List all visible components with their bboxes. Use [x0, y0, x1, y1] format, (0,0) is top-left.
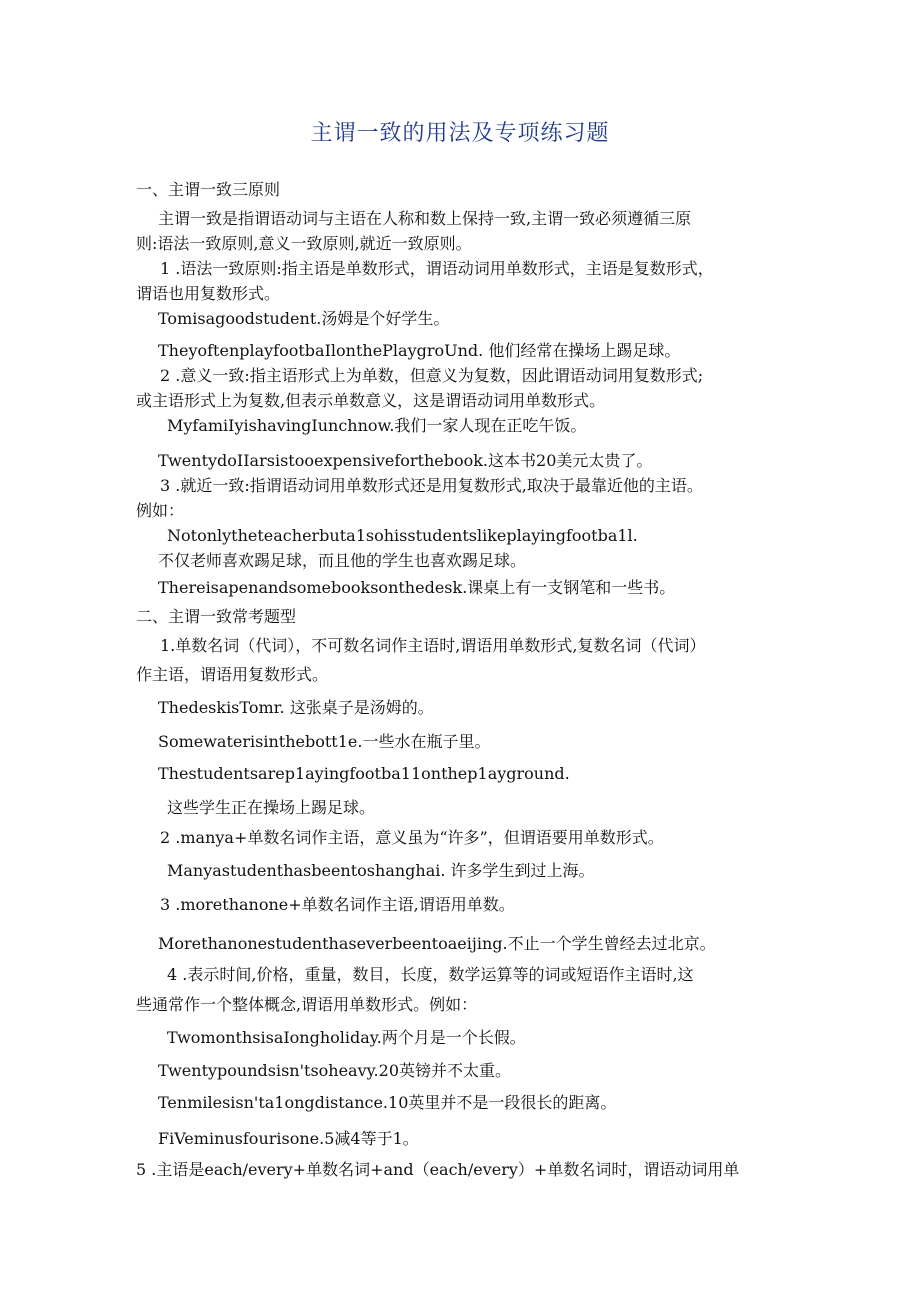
- example-line: Notonlytheteacherbuta1sohisstudentslikeplayingfootba1l.: [167, 526, 638, 545]
- rule-line: 5 .主语是each/every+单数名词+and（each/every）+单数名词时，谓语动词用单: [136, 1160, 740, 1179]
- example-line: Somewaterisinthebott1e.一些水在瓶子里。: [158, 732, 491, 751]
- section-heading-2: 二、主谓一致常考题型: [136, 607, 297, 626]
- example-line: TwentydoIIarsistooexpensiveforthebook.这本书20美元太贵了。: [158, 451, 653, 470]
- rule-line: 4 .表示时间,价格，重量，数目，长度，数学运算等的词或短语作主语时,这: [167, 965, 694, 984]
- rule-line: 3 .就近一致:指谓语动词用单数形式还是用复数形式,取决于最靠近他的主语。: [160, 476, 703, 495]
- example-line: Thereisapenandsomebooksonthedesk.课桌上有一支钢笔和一些书。: [158, 578, 676, 597]
- example-translation: 不仅老师喜欢踢足球，而且他的学生也喜欢踢足球。: [158, 551, 527, 570]
- example-line: Twentypoundsisn'tsoheavy.20英镑并不太重。: [158, 1061, 511, 1080]
- rule-line: 1 .语法一致原则:指主语是单数形式，谓语动词用单数形式，主语是复数形式，: [160, 259, 714, 278]
- example-line: Thestudentsarep1ayingfootba11onthep1ayground.: [158, 764, 570, 783]
- section-heading-1: 一、主谓一致三原则: [136, 180, 281, 199]
- example-translation: 这些学生正在操场上踢足球。: [167, 798, 376, 817]
- example-line: Tomisagoodstudent.汤姆是个好学生。: [158, 309, 450, 328]
- example-line: TheyoftenplayfootbaIlonthePlaygroUnd. 他们经常在操场上踢足球。: [158, 341, 681, 360]
- rule-line: 例如：: [136, 501, 185, 520]
- rule-line: 1.单数名词（代词），不可数名词作主语时,谓语用单数形式,复数名词（代词）: [160, 636, 706, 655]
- rule-line: 些通常作一个整体概念,谓语用单数形式。例如：: [136, 995, 478, 1014]
- paragraph-line: 则:语法一致原则,意义一致原则,就近一致原则。: [136, 234, 472, 253]
- example-line: ThedeskisTomr. 这张桌子是汤姆的。: [158, 698, 434, 717]
- rule-line: 或主语形式上为复数,但表示单数意义，这是谓语动词用单数形式。: [136, 391, 606, 410]
- example-line: FiVeminusfourisone.5减4等于1。: [158, 1129, 419, 1148]
- example-line: Morethanonestudenthaseverbeentoaeijing.不止一个学生曾经去过北京。: [158, 934, 716, 953]
- example-line: Tenmilesisn'ta1ongdistance.10英里并不是一段很长的距离。: [158, 1093, 617, 1112]
- paragraph-line: 主谓一致是指谓语动词与主语在人称和数上保持一致,主谓一致必须遵循三原: [158, 209, 692, 228]
- rule-line: 谓语也用复数形式。: [136, 284, 281, 303]
- example-line: TwomonthsisaIongholiday.两个月是一个长假。: [167, 1028, 526, 1047]
- rule-line: 作主语，谓语用复数形式。: [136, 665, 329, 684]
- rule-line: 2 .manya+单数名词作主语，意义虽为“许多”，但谓语要用单数形式。: [160, 828, 664, 847]
- rule-line: 2 .意义一致:指主语形式上为单数，但意义为复数，因此谓语动词用复数形式;: [160, 366, 704, 385]
- rule-line: 3 .morethanone+单数名词作主语,谓语用单数。: [160, 895, 515, 914]
- example-line: MyfamiIyishavingIunchnow.我们一家人现在正吃午饭。: [167, 416, 587, 435]
- example-line: Manyastudenthasbeentoshanghai. 许多学生到过上海。: [167, 861, 595, 880]
- page-title: 主谓一致的用法及专项练习题: [310, 121, 610, 146]
